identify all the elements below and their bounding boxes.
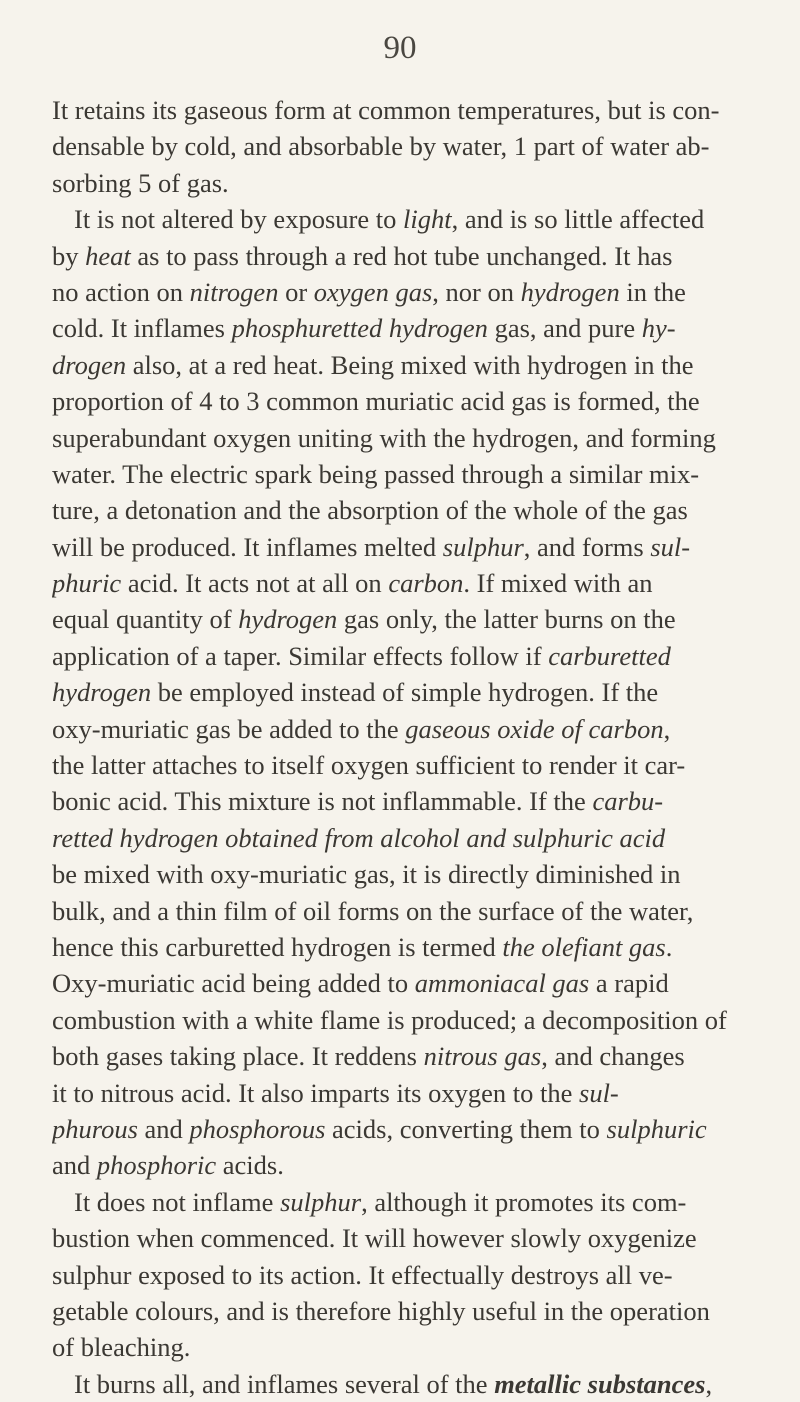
text-segment: by xyxy=(52,240,86,271)
text-line xyxy=(52,201,794,237)
text-line xyxy=(52,92,794,128)
text-segment: acid. It acts not at all on xyxy=(121,568,389,599)
text-segment: cold. It inflames xyxy=(52,313,232,344)
text-segment: acids, converting them to xyxy=(325,1113,607,1144)
text-line xyxy=(52,565,794,601)
text-segment: combustion with a white flame is produced; a decomposition of xyxy=(52,1004,727,1035)
text-line xyxy=(52,383,794,419)
italic-term: phurous xyxy=(52,1113,138,1144)
text-segment: the latter attaches to itself oxygen sufficient to render it car- xyxy=(52,750,686,781)
text-segment: densable by cold, and absorbable by water, 1 part of water ab- xyxy=(52,131,710,162)
text-line xyxy=(52,856,794,892)
italic-term: retted hydrogen obtained from alcohol and sulphuric acid xyxy=(52,822,666,853)
text-line xyxy=(52,1038,794,1074)
italic-term: sul- xyxy=(650,531,691,562)
italic-term: drogen xyxy=(52,349,127,380)
text-segment: , xyxy=(705,1368,713,1399)
italic-term: phosphoric xyxy=(96,1150,217,1181)
text-line xyxy=(52,492,794,528)
text-line xyxy=(52,965,794,1001)
text-segment: water. The electric spark being passed through a similar mix- xyxy=(52,458,700,489)
text-segment: bonic acid. This mixture is not inflammable. If the xyxy=(52,786,593,817)
text-line xyxy=(52,1147,794,1183)
italic-term: sulphuric xyxy=(606,1113,707,1144)
text-segment: no action on xyxy=(52,276,190,307)
text-segment: bustion when commenced. It will however slowly oxygenize xyxy=(52,1223,697,1254)
text-segment: and xyxy=(137,1113,190,1144)
text-segment: , xyxy=(663,713,671,744)
italic-term: hydrogen xyxy=(520,276,620,307)
italic-term: nitrous gas xyxy=(423,1041,542,1072)
text-segment: gas, and pure xyxy=(487,313,642,344)
page-number: 90 xyxy=(383,30,417,66)
text-segment: It retains its gaseous form at common temperatures, but is con- xyxy=(52,95,720,125)
text-line xyxy=(52,310,794,346)
italic-term: phosphuretted hydrogen xyxy=(231,313,488,344)
text-line xyxy=(52,1257,794,1293)
text-segment: sorbing 5 of gas. xyxy=(52,167,229,198)
text-segment: will be produced. It inflames melted xyxy=(52,531,443,562)
text-segment: . If mixed with an xyxy=(463,568,653,599)
text-line xyxy=(52,1111,794,1147)
text-segment: hence this carburetted hydrogen is termed xyxy=(52,931,503,962)
text-segment: Oxy-muriatic acid being added to xyxy=(52,968,415,999)
italic-term: sulphur xyxy=(280,1186,362,1217)
italic-term: oxygen gas xyxy=(313,276,433,307)
text-segment: proportion of 4 to 3 common muriatic acid gas is formed, the xyxy=(52,386,700,417)
italic-term: hydrogen xyxy=(52,677,152,708)
italic-term: carbu- xyxy=(592,786,664,817)
text-line xyxy=(52,711,794,747)
text-segment: getable colours, and is therefore highly useful in the operation xyxy=(52,1295,710,1326)
text-segment: sulphur exposed to its action. It effectually destroys all ve- xyxy=(52,1259,673,1290)
text-segment: It burns all, and inflames several of the xyxy=(74,1368,495,1399)
text-segment: application of a taper. Similar effects follow if xyxy=(52,640,549,671)
text-segment: bulk, and a thin film of oil forms on the surface of the water, xyxy=(52,895,694,926)
text-line xyxy=(52,128,794,164)
italic-term: carbon xyxy=(388,568,464,599)
text-line xyxy=(52,1366,794,1402)
text-line xyxy=(52,420,794,456)
text-segment: be mixed with oxy-muriatic gas, it is directly diminished in xyxy=(52,859,681,890)
italic-term: sulphur xyxy=(442,531,524,562)
text-line xyxy=(52,274,794,310)
italic-term: carburetted xyxy=(548,640,671,671)
text-segment: equal quantity of xyxy=(52,604,239,635)
text-segment: , and changes xyxy=(541,1041,685,1072)
italic-term: light xyxy=(402,204,452,235)
text-segment: a rapid xyxy=(589,968,669,999)
italic-term: sul- xyxy=(579,1077,619,1108)
text-line xyxy=(52,893,794,929)
italic-term: phosphorous xyxy=(189,1113,326,1144)
text-segment: oxy-muriatic gas be added to the xyxy=(52,713,406,744)
text-line xyxy=(52,347,794,383)
text-line xyxy=(52,674,794,710)
italic-term: hydrogen xyxy=(238,604,338,635)
text-line xyxy=(52,1002,794,1038)
italic-term: the olefiant gas xyxy=(502,931,666,962)
text-segment: also, at a red heat. Being mixed with hydrogen in the xyxy=(126,349,694,380)
text-segment: , nor on xyxy=(432,276,521,307)
italic-term: metallic substances xyxy=(494,1368,706,1399)
text-segment: both gases taking place. It reddens xyxy=(52,1041,424,1072)
text-segment: It does not inflame xyxy=(74,1186,281,1217)
text-segment: of bleaching. xyxy=(52,1332,191,1363)
text-line xyxy=(52,638,794,674)
text-segment: or xyxy=(278,276,314,307)
text-line xyxy=(52,783,794,819)
text-segment: acids. xyxy=(216,1150,284,1181)
body-text xyxy=(52,92,794,1402)
text-segment: as to pass through a red hot tube unchanged. It has xyxy=(130,240,673,271)
text-segment: gas only, the latter burns on the xyxy=(337,604,676,635)
italic-term: heat xyxy=(85,240,131,271)
text-segment: , and forms xyxy=(523,531,651,562)
text-line xyxy=(52,1220,794,1256)
text-segment: in the xyxy=(619,276,686,307)
text-segment: ture, a detonation and the absorption of the whole of the gas xyxy=(52,495,688,526)
text-line xyxy=(52,238,794,274)
text-segment: superabundant oxygen uniting with the hydrogen, and forming xyxy=(52,422,716,453)
text-line xyxy=(52,165,794,201)
text-segment: , and is so little affected xyxy=(451,204,705,235)
italic-term: nitrogen xyxy=(189,276,279,307)
text-line xyxy=(52,747,794,783)
text-segment: it to nitrous acid. It also imparts its oxygen to the xyxy=(52,1077,579,1108)
text-segment: , although it promotes its com- xyxy=(361,1186,687,1217)
text-line xyxy=(52,1329,794,1365)
italic-term: gaseous oxide of carbon xyxy=(405,713,664,744)
italic-term: phuric xyxy=(52,568,122,599)
text-line xyxy=(52,601,794,637)
text-segment: and xyxy=(52,1150,97,1181)
text-segment: It is not altered by exposure to xyxy=(74,204,403,235)
text-line xyxy=(52,456,794,492)
text-line xyxy=(52,820,794,856)
italic-term: hy- xyxy=(641,313,676,344)
text-segment: be employed instead of simple hydrogen. If the xyxy=(151,677,659,708)
text-line xyxy=(52,929,794,965)
text-line xyxy=(52,1075,794,1111)
text-line xyxy=(52,529,794,565)
text-line xyxy=(52,1293,794,1329)
text-line xyxy=(52,1184,794,1220)
italic-term: ammoniacal gas xyxy=(414,968,590,999)
text-segment: . xyxy=(665,931,673,962)
